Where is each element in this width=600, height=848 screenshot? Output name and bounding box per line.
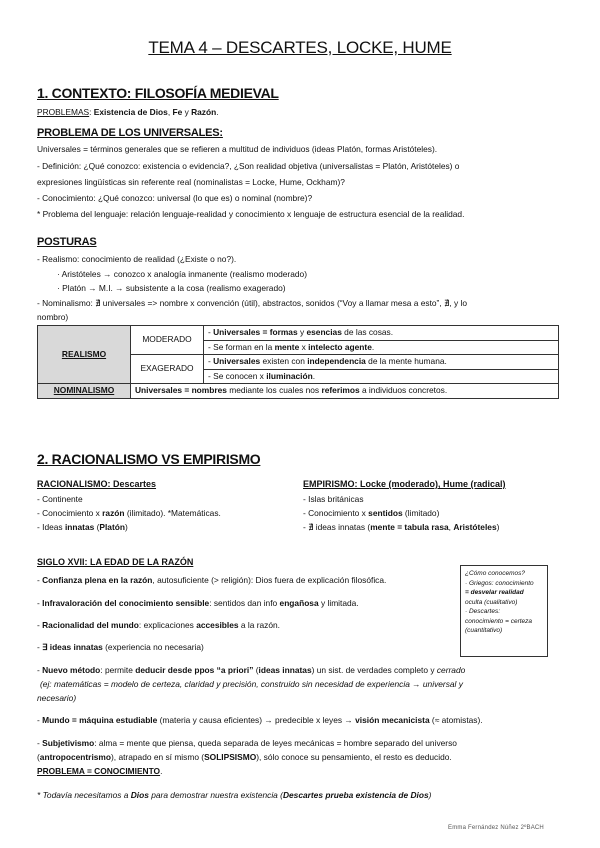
posturas-line-2: · Platón → M.I. → subsistente a la cosa (realismo exagerado) [57, 283, 286, 293]
universales-line-2: expresiones lingüísticas sin referente real (nominalistas = Locke, Hume, Ockham)? [37, 177, 345, 187]
author-footer: Emma Fernández Núñez 2ºBACH [448, 825, 544, 831]
problema-conocimiento: PROBLEMA = CONOCIMIENTO. [37, 766, 163, 776]
footnote-dios: * Todavía necesitamos a Dios para demostrar nuestra existencia (Descartes prueba existencia de Dios) [37, 790, 432, 800]
exagerado-line-1: - Universales existen con independencia de la mente humana. [204, 355, 559, 370]
universales-line-4: * Problema del lenguaje: relación lenguaje-realidad y conocimiento x lenguaje de estructura esencial de la realidad. [37, 209, 465, 219]
point-nuevo-metodo: - Nuevo método: permite deducir desde ppos “a priori” (ideas innatas) un sist. de verdades completo y cerrado [37, 665, 466, 675]
empirismo-line-1: - Islas británicas [303, 494, 364, 504]
sidebox-line: oculta (cualitativo) [465, 598, 518, 606]
sidebox-line: (cuantitativo) [465, 627, 503, 634]
point-confianza: - Confianza plena en la razón, autosuficiente (> religión): Dios fuera de explicación filosófica. [37, 575, 387, 585]
sidebox-line: · Descartes: [465, 608, 501, 615]
moderado-cell: MODERADO [131, 326, 204, 355]
universales-line-1: - Definición: ¿Qué conozco: existencia o evidencia?, ¿Son realidad objetiva (universalistas = Platón, Aristóteles) o [37, 161, 460, 171]
section-2-heading: 2. RACIONALISMO VS EMPIRISMO [37, 451, 261, 467]
racionalismo-line-2: - Conocimiento x razón (ilimitado). *Matemáticas. [37, 508, 221, 518]
racionalismo-line-1: - Continente [37, 494, 83, 504]
point-subjetivismo-2: (antropocentrismo), atrapado en sí mismo (SOLIPSISMO), sólo conoce su pensamiento, el resto es deducido. [37, 752, 452, 762]
point-ideas-innatas: - ∃ ideas innatas (experiencia no necesaria) [37, 642, 204, 652]
page-title: TEMA 4 – DESCARTES, LOCKE, HUME [148, 38, 452, 57]
racionalismo-line-3: - Ideas innatas (Platón) [37, 522, 128, 532]
realismo-cell: REALISMO [38, 326, 131, 384]
posturas-heading: POSTURAS [37, 236, 97, 248]
point-nuevo-metodo-example-2: necesario) [37, 693, 77, 703]
point-infravaloracion: - Infravaloración del conocimiento sensible: sentidos dan info engañosa y limitada. [37, 598, 359, 608]
realismo-table [37, 325, 559, 399]
posturas-line-0: - Realismo: conocimiento de realidad (¿Existe o no?). [37, 254, 237, 264]
point-mundo-maquina: - Mundo = máquina estudiable (materia y causa eficientes) → predecible x leyes → visión mecanicista (≈ atomistas). [37, 715, 483, 725]
point-subjetivismo: - Subjetivismo: alma = mente que piensa, queda separada de leyes mecánicas = hombre separado del universo [37, 738, 457, 748]
empirismo-heading: EMPIRISMO: Locke (moderado), Hume (radical) [303, 479, 506, 489]
sidebox-line: conocimiento = certeza [465, 617, 533, 625]
posturas-line-1: · Aristóteles → conozco x analogía inmanente (realismo moderado) [57, 269, 307, 279]
universales-line-0: Universales = términos generales que se refieren a multitud de individuos (ideas Platón, formas Aristóteles). [37, 144, 438, 154]
sidebox-line: · Griegos: conocimiento [465, 579, 534, 587]
problemas-label: PROBLEMAS [37, 107, 90, 117]
exagerado-line-2: - Se conocen x iluminación. [204, 369, 559, 384]
posturas-line-4: nombro) [37, 312, 69, 322]
posturas-line-3: - Nominalismo: ∄ universales => nombre x convención (útil), abstractos, sonidos (“Voy a llamar mesa a esto”, ∄, y lo [37, 298, 467, 308]
point-nuevo-metodo-example: (ej: matemáticas = modelo de certeza, claridad y precisión, construido sin necesidad de experiencia → universal y [40, 679, 463, 689]
como-conocemos-box [460, 565, 548, 657]
sidebox-line: ¿Cómo conocemos? [465, 570, 525, 577]
moderado-line-2: - Se forman en la mente x intelecto agente. [204, 340, 559, 355]
moderado-line-1: - Universales = formas y esencias de las cosas. [204, 326, 559, 341]
universales-line-3: - Conocimiento: ¿Qué conozco: universal (lo que es) o nominal (nombre)? [37, 193, 313, 203]
exagerado-cell: EXAGERADO [131, 355, 204, 384]
nominalismo-definition: Universales = nombres mediante los cuales nos referimos a individuos concretos. [131, 384, 559, 399]
empirismo-line-3: - ∄ ideas innatas (mente = tabula rasa, Aristóteles) [303, 522, 500, 532]
empirismo-line-2: - Conocimiento x sentidos (limitado) [303, 508, 440, 518]
problemas-line: PROBLEMAS: Existencia de Dios, Fe y Razón. [37, 107, 219, 117]
existencia-dios: Existencia de Dios [93, 107, 168, 117]
section-1-heading: 1. CONTEXTO: FILOSOFÍA MEDIEVAL [37, 85, 279, 101]
point-racionalidad: - Racionalidad del mundo: explicaciones accesibles a la razón. [37, 620, 280, 630]
sidebox-line: = desvelar realidad [465, 589, 524, 596]
universales-heading: PROBLEMA DE LOS UNIVERSALES: [37, 127, 223, 139]
siglo-heading: SIGLO XVII: LA EDAD DE LA RAZÓN [37, 557, 194, 567]
nominalismo-cell: NOMINALISMO [38, 384, 131, 399]
racionalismo-heading: RACIONALISMO: Descartes [37, 479, 157, 489]
